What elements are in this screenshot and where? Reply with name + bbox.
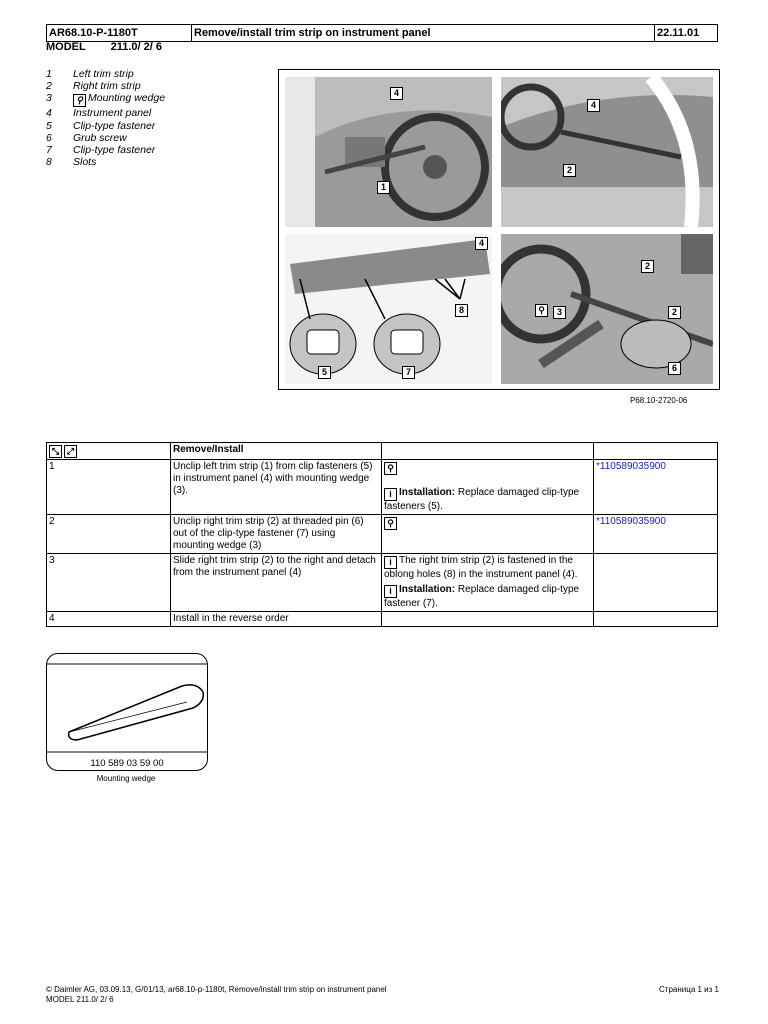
- figure-reference: P68.10-2720-06: [630, 396, 688, 405]
- doc-id: AR68.10-P-1180T: [47, 25, 192, 42]
- install-icon: ⤢: [64, 445, 77, 458]
- callout: 5: [318, 366, 331, 379]
- step-text: Unclip right trim strip (2) at threaded pin (6) out of the clip-type fastener (7) using mounting wedge (3): [171, 515, 382, 554]
- table-row: [47, 612, 718, 627]
- tool-link-empty: [594, 612, 718, 627]
- info-icon: i: [384, 556, 397, 569]
- photo-wedge-use: [501, 234, 713, 384]
- table-row: [47, 460, 718, 515]
- legend: [46, 68, 165, 168]
- photo-left-trim: [285, 77, 492, 227]
- step-number: 1: [47, 460, 171, 515]
- info-icon: i: [384, 488, 397, 501]
- header-remove-install: Remove/Install: [171, 443, 382, 460]
- step-notes: [382, 612, 594, 627]
- step-notes: [382, 515, 594, 554]
- callout: 2: [641, 260, 654, 273]
- table-row: [47, 554, 718, 612]
- callout: 1: [377, 181, 390, 194]
- callout: 8: [455, 304, 468, 317]
- callout: 2: [668, 306, 681, 319]
- callout: 7: [402, 366, 415, 379]
- tool-link[interactable]: *110589035900: [594, 515, 718, 554]
- callout: 6: [668, 362, 681, 375]
- illustration-figure: [278, 69, 720, 390]
- callout: 3: [553, 306, 566, 319]
- tool-caption: Mounting wedge: [96, 774, 156, 783]
- tool-link-empty: [594, 554, 718, 612]
- tool-card: [46, 653, 208, 771]
- legend-item: 8 Slots: [46, 156, 97, 169]
- step-notes: i The right trim strip (2) is fastened in the oblong holes (8) in the instrument panel (4). i Installation: Replace damaged clip-type fastener (7).: [382, 554, 594, 612]
- wedge-tool-icon: ⚲: [535, 304, 548, 317]
- step-text: Unclip left trim strip (1) from clip fasteners (5) in instrument panel (4) with mounting wedge (3).: [171, 460, 382, 515]
- footer: [46, 985, 387, 1004]
- tool-number: 110 589 03 59 00: [90, 758, 164, 769]
- step-number: 2: [47, 515, 171, 554]
- callout: 4: [475, 237, 488, 250]
- footer-line-2: MODEL 211.0/ 2/ 6: [46, 994, 114, 1004]
- legend-item: 5 Clip-type fastener: [46, 119, 156, 132]
- tool-link[interactable]: *110589035900: [594, 460, 718, 515]
- step-notes: ⚲ i Installation: Replace damaged clip-type fasteners (5).: [382, 460, 594, 515]
- photo-panel-clips: [285, 234, 492, 384]
- step-number: 4: [47, 612, 171, 627]
- photo-right-trim: [501, 77, 713, 227]
- legend-item: 1 Left trim strip: [46, 68, 134, 80]
- legend-item: 3 ⚲ Mounting wedge: [46, 92, 166, 106]
- footer-line-1: © Daimler AG, 03.09.13, G/01/13, ar68.10-p-1180t, Remove/install trim strip on instrument panel: [46, 985, 387, 994]
- remove-icon: ⤡: [49, 445, 62, 458]
- model-value: 211.0/ 2/ 6: [110, 41, 162, 53]
- callout: 2: [563, 164, 576, 177]
- procedure-table: [46, 442, 718, 627]
- document-header: [46, 24, 718, 42]
- doc-title: Remove/install trim strip on instrument panel: [192, 25, 655, 42]
- doc-date: 22.11.01: [655, 25, 718, 42]
- dashboard-left-image: [285, 77, 492, 227]
- model-label: MODEL: [46, 41, 86, 53]
- wedge-tool-icon: ⚲: [384, 517, 397, 530]
- callout: 4: [587, 99, 600, 112]
- step-text: Install in the reverse order: [171, 612, 382, 627]
- legend-item: 6 Grub screw: [46, 131, 127, 144]
- legend-item: 2 Right trim strip: [46, 80, 141, 93]
- table-row: [47, 515, 718, 554]
- wedge-usage-image: [501, 234, 713, 384]
- callout: 4: [390, 87, 403, 100]
- header-empty: [594, 443, 718, 460]
- legend-item: 7 Clip-type fastener: [46, 144, 156, 157]
- wedge-tool-icon: ⚲: [384, 462, 397, 475]
- step-number: 3: [47, 554, 171, 612]
- model-line: [46, 41, 162, 53]
- wedge-tool-icon: ⚲: [73, 94, 86, 107]
- mounting-wedge-icon: [47, 654, 207, 754]
- legend-item: 4 Instrument panel: [46, 107, 152, 120]
- info-icon: i: [384, 585, 397, 598]
- step-text: Slide right trim strip (2) to the right and detach from the instrument panel (4): [171, 554, 382, 612]
- page-number: Страница 1 из 1: [659, 985, 719, 994]
- header-empty: [382, 443, 594, 460]
- table-header-row: [47, 443, 718, 460]
- header-icons: [47, 443, 171, 460]
- dashboard-right-image: [501, 77, 713, 227]
